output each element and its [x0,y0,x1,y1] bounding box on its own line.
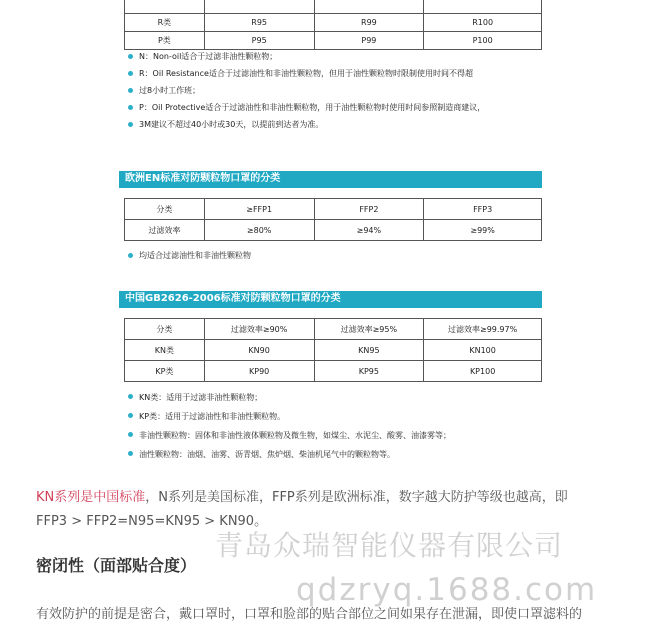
table-cell: KN90 [204,340,314,361]
cn-notes [127,388,451,464]
table-row [125,0,542,14]
table-cell: R95 [204,14,314,32]
body-paragraph: 有效防护的前提是密合，戴口罩时，口罩和脸部的贴合部位之间如果存在泄漏，即使口罩滤料的 [36,607,583,622]
list-item: KN类：适用于过滤非油性颗粒物； [127,388,451,407]
list-item: 非油性颗粒物：固体和非油性液体颗粒物及微生物，如煤尘、水泥尘、酸雾、油漆雾等； [127,426,451,445]
table-cell: KP95 [314,361,424,382]
list-item: KP类：适用于过滤油性和非油性颗粒物。 [127,407,451,426]
table-cell: R100 [424,14,542,32]
table-cell: KN95 [314,340,424,361]
table-cell: P95 [204,32,314,50]
table-cell: ≥80% [204,220,314,241]
cn-section-banner: 中国GB2626-2006标准对防颗粒物口罩的分类 [119,291,542,307]
table-cell: FFP2 [314,199,424,220]
eu-notes [127,247,251,264]
table-cell: ≥FFP1 [204,199,314,220]
table-cell: ≥99% [424,220,542,241]
table-row [125,220,542,241]
table-cell: 分类 [125,199,205,220]
table-cell: KP100 [424,361,542,382]
table-cell: 过滤效率 [125,220,205,241]
section-heading: 密闭性（面部贴合度） [36,556,197,575]
table-row [125,319,542,340]
eu-standard-table [124,198,542,241]
table-cell: 过滤效率≥95% [314,319,424,340]
list-item: 油性颗粒物：油烟、油雾、沥青烟、焦炉烟、柴油机尾气中的颗粒物等。 [127,445,451,464]
list-item: 3M建议不超过40小时或30天，以提前到达者为准。 [127,116,485,133]
table-row [125,340,542,361]
watermark-company: 青岛众瑞智能仪器有限公司 [215,529,564,562]
table-row [125,14,542,32]
table-cell: R99 [314,14,424,32]
table-cell: P100 [424,32,542,50]
list-item: R：Oil Resistance适合于过滤油性和非油性颗粒物，但用于油性颗粒物时限制使用时间不得超 [127,65,485,82]
summary-text: ，N系列是美国标准，FFP系列是欧洲标准，数字越大防护等级也越高，即 [145,490,568,505]
divider [119,307,542,308]
cn-standard-table [124,318,542,382]
eu-section-banner: 欧洲EN标准对防颗粒物口罩的分类 [119,171,542,187]
summary-text-line2: FFP3 > FFP2=N95=KN95 > KN90。 [36,514,268,529]
table-cell: ≥94% [314,220,424,241]
table-row [125,32,542,50]
table-row [125,361,542,382]
table-cell: KP90 [204,361,314,382]
list-item: P：Oil Protective适合于过滤油性和非油性颗粒物，用于油性颗粒物时使用时间参照制造商建议， [127,99,485,116]
table-cell: KP类 [125,361,205,382]
table-cell: 过滤效率≥90% [204,319,314,340]
table-cell: P类 [125,32,205,50]
list-item: 过8小时工作班； [127,82,485,99]
table-cell: 分类 [125,319,205,340]
watermark-url: qdzryq.1688.com [296,572,598,608]
table-cell: P99 [314,32,424,50]
table-row [125,199,542,220]
us-standard-table [124,0,542,50]
table-cell: FFP3 [424,199,542,220]
table-cell: 过滤效率≥99.97% [424,319,542,340]
table-cell: KN100 [424,340,542,361]
table-cell: R类 [125,14,205,32]
list-item: 均适合过滤油性和非油性颗粒物 [127,247,251,264]
divider [119,187,542,188]
table-cell: KN类 [125,340,205,361]
highlight-text: KN系列是中国标准 [36,490,146,505]
list-item: N：Non-oil适合于过滤非油性颗粒物； [127,48,485,65]
us-notes [127,48,485,133]
